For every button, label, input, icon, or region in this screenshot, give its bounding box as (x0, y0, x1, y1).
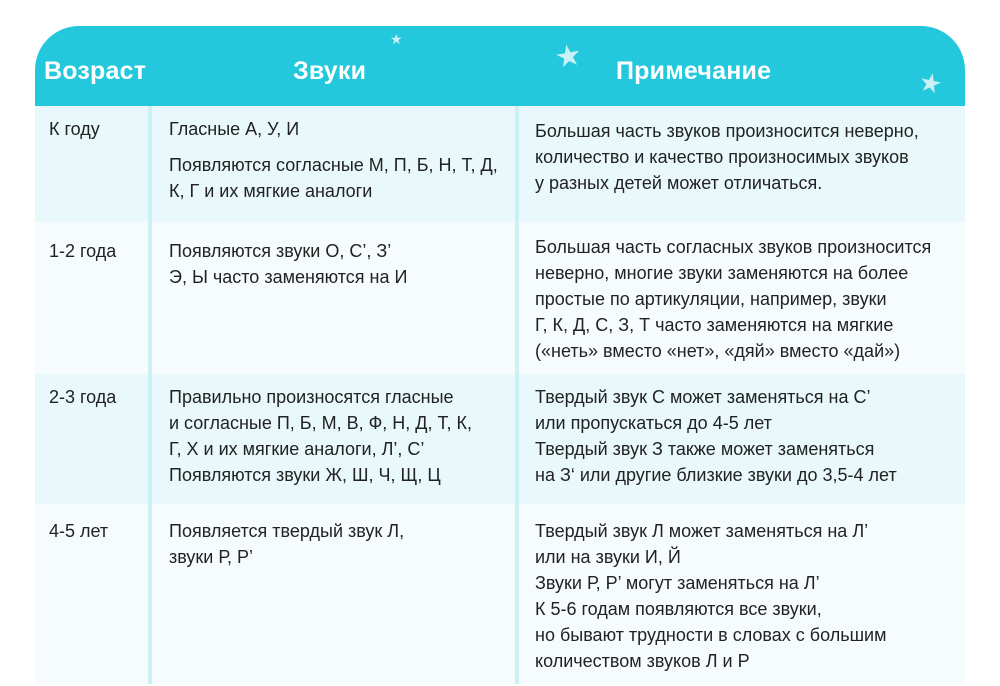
text-line: Появляются согласные М, П, Б, Н, Т, Д, (169, 155, 498, 175)
text-line: неверно, многие звуки заменяются на более (535, 263, 909, 283)
text-line: Правильно произносятся гласные (169, 387, 454, 407)
cell-age: К году (49, 119, 100, 139)
text-line: и согласные П, Б, М, В, Ф, Н, Д, Т, К, (169, 413, 472, 433)
text-line: Большая часть согласных звуков произносится (535, 237, 932, 257)
text-line: Гласные А, У, И (169, 119, 300, 139)
cell-age: 4-5 лет (49, 521, 109, 541)
header-note: Примечание (616, 57, 772, 85)
header-sounds: Звуки (293, 57, 367, 85)
cell-age: 1-2 года (49, 241, 117, 261)
table-row (35, 504, 965, 684)
text-line: Э, Ы часто заменяются на И (169, 267, 408, 287)
text-line: Г, К, Д, С, З, Т часто заменяются на мягкие (535, 315, 894, 335)
text-line: у разных детей может отличаться. (535, 173, 823, 193)
table-row (35, 106, 965, 222)
cell-note (515, 504, 965, 684)
text-line: Г, Х и их мягкие аналоги, Л’, С’ (169, 439, 425, 459)
header-age: Возраст (44, 57, 147, 85)
text-line: Звуки Р, Р’ могут заменяться на Л’ (535, 573, 820, 593)
text-line: Твердый звук Л может заменяться на Л’ (535, 521, 869, 541)
cell-sounds (148, 504, 515, 684)
text-line: Твердый звук З также может заменяться (535, 439, 875, 459)
table-header (35, 26, 965, 106)
cell-note (515, 222, 965, 374)
text-line: но бывают трудности в словах с большим (535, 625, 887, 645)
text-line: Твердый звук С может заменяться на С’ (535, 387, 871, 407)
cell-note (515, 106, 965, 222)
table-body (35, 106, 965, 684)
text-line: или пропускаться до 4-5 лет (535, 413, 772, 433)
text-line: на З‘ или другие близкие звуки до 3,5-4 лет (535, 465, 897, 485)
star-icon: ★ (552, 37, 585, 76)
text-line: звуки Р, Р’ (169, 547, 253, 567)
star-icon: ★ (390, 31, 403, 47)
text-line: количество и качество произносимых звуков (535, 147, 909, 167)
text-line: Большая часть звуков произносится неверно, (535, 121, 919, 141)
cell-sounds (148, 222, 515, 374)
star-icon: ★ (916, 65, 946, 101)
text-line: количеством звуков Л и Р (535, 651, 750, 671)
text-line: Появляются звуки Ж, Ш, Ч, Щ, Ц (169, 465, 441, 485)
text-line: К 5-6 годам появляются все звуки, (535, 599, 822, 619)
text-line: или на звуки И, Й (535, 547, 681, 567)
table-row (35, 374, 965, 504)
text-line: К, Г и их мягкие аналоги (169, 181, 373, 201)
cell-sounds (148, 374, 515, 504)
text-line: Появляются звуки О, С’, З’ (169, 241, 392, 261)
speech-development-table (35, 26, 965, 686)
cell-sounds (148, 106, 515, 222)
cell-note (515, 374, 965, 504)
cell-age: 2-3 года (49, 387, 117, 407)
table-row (35, 222, 965, 374)
text-line: простые по артикуляции, например, звуки (535, 289, 887, 309)
text-line: Появляется твердый звук Л, (169, 521, 405, 541)
text-line: («неть» вместо «нет», «дяй» вместо «дай») (535, 341, 901, 361)
